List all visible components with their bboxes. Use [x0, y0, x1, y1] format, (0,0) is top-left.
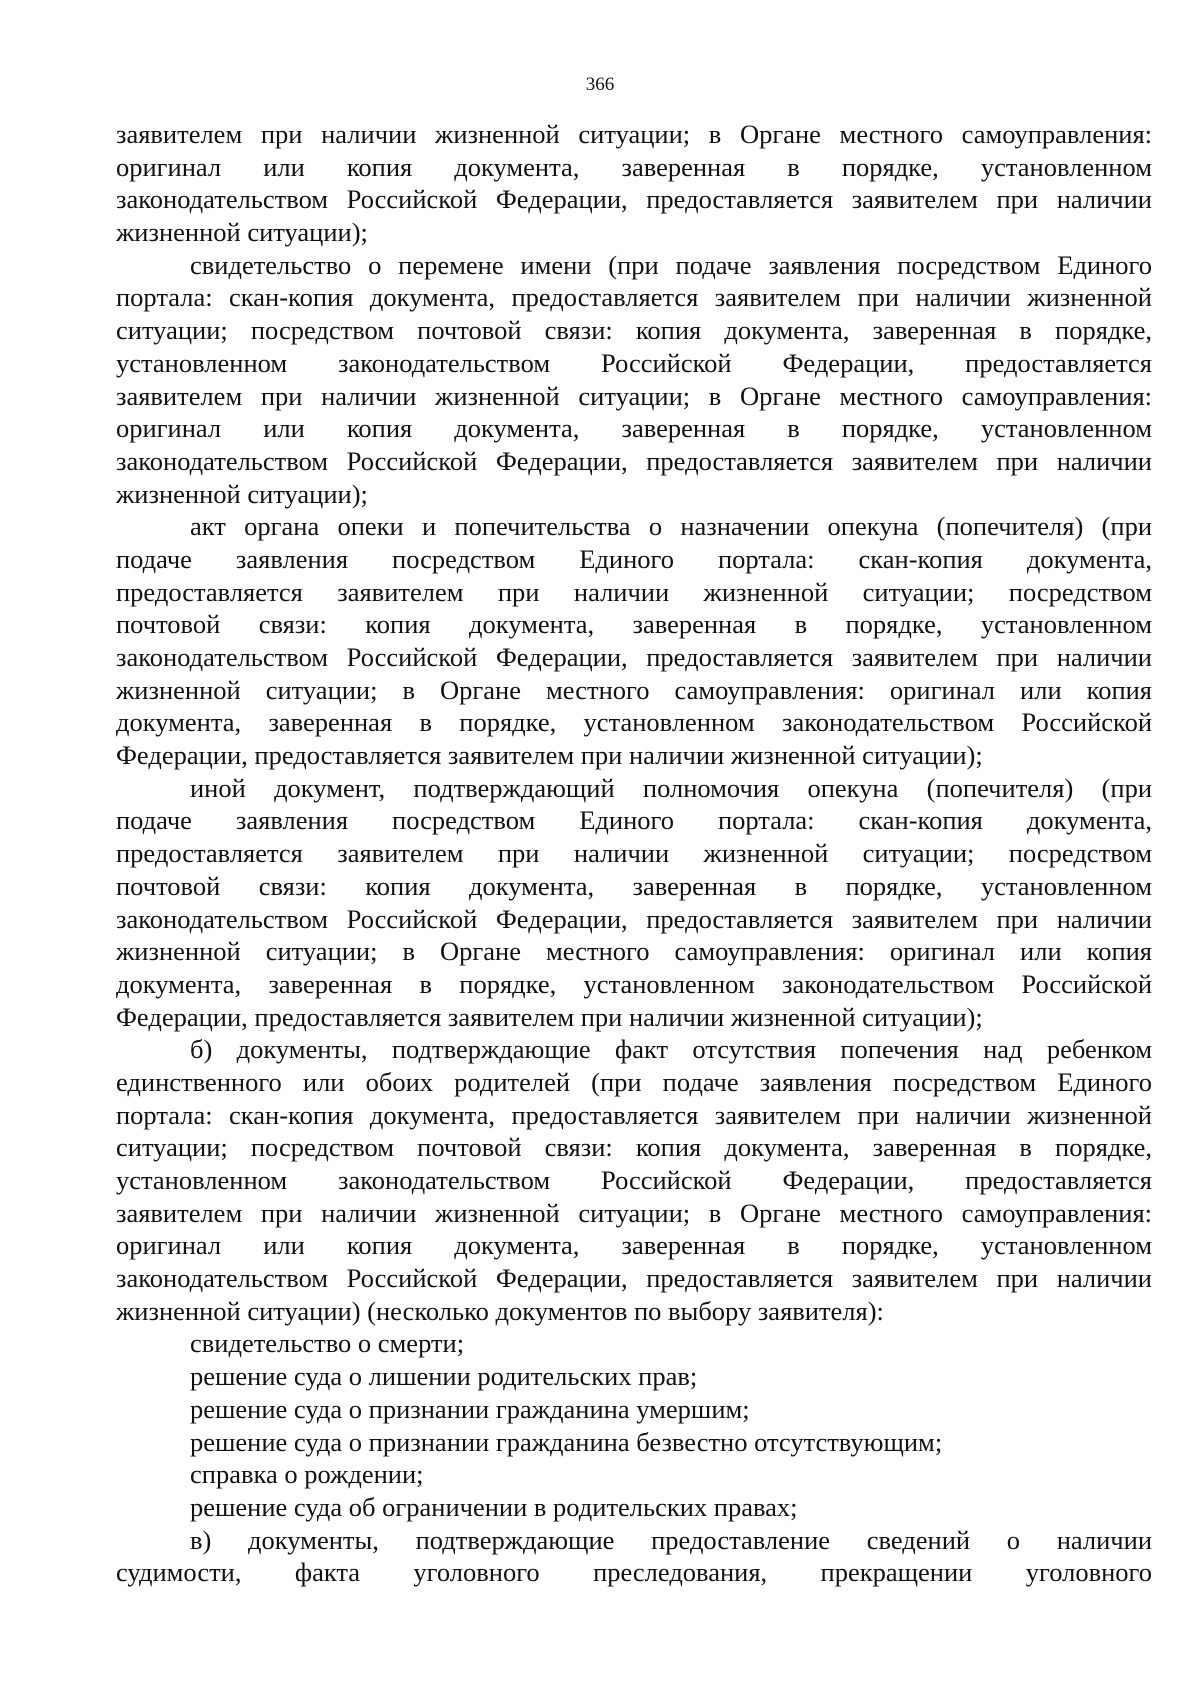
text-line: заявителем при наличии жизненной ситуации; в Органе местного самоуправления:	[116, 1197, 1152, 1228]
text-line: заявителем при наличии жизненной ситуации; в Органе местного самоуправления:	[116, 380, 1152, 411]
paragraph-start-line: решение суда о признании гражданина умершим;	[190, 1393, 750, 1424]
text-line: законодательством Российской Федерации, предоставляется заявителем при наличии	[116, 903, 1152, 934]
text-line: жизненной ситуации; в Органе местного самоуправления: оригинал или копия	[116, 936, 1152, 967]
paragraph-start-line: б) документы, подтверждающие факт отсутствия попечения над ребенком	[190, 1034, 1152, 1065]
text-line: единственного или обоих родителей (при подаче заявления посредством Единого	[116, 1066, 1152, 1097]
text-line: оригинал или копия документа, заверенная в порядке, установленном	[116, 151, 1152, 182]
text-line: Федерации, предоставляется заявителем при наличии жизненной ситуации);	[116, 1001, 983, 1032]
text-line: оригинал или копия документа, заверенная в порядке, установленном	[116, 413, 1152, 444]
paragraph-start-line: решение суда о лишении родительских прав;	[190, 1361, 698, 1392]
text-line: почтовой связи: копия документа, заверенная в порядке, установленном	[116, 609, 1152, 640]
paragraph-start-line: решение суда о признании гражданина безвестно отсутствующим;	[190, 1426, 943, 1457]
text-line: ситуации; посредством почтовой связи: копия документа, заверенная в порядке,	[116, 315, 1152, 346]
text-line: документа, заверенная в порядке, установленном законодательством Российской	[116, 707, 1152, 738]
paragraph-start-line: иной документ, подтверждающий полномочия опекуна (попечителя) (при	[190, 772, 1152, 803]
text-line: Федерации, предоставляется заявителем при наличии жизненной ситуации);	[116, 740, 983, 771]
text-line: подаче заявления посредством Единого портала: скан-копия документа,	[116, 543, 1152, 574]
paragraph-start-line: справка о рождении;	[190, 1459, 424, 1490]
text-line: законодательством Российской Федерации, предоставляется заявителем при наличии	[116, 445, 1152, 476]
paragraph-start-line: свидетельство о перемене имени (при подаче заявления посредством Единого	[190, 249, 1152, 280]
text-line: установленном законодательством Российской Федерации, предоставляется	[116, 347, 1152, 378]
paragraph-start-line: решение суда об ограничении в родительских правах;	[190, 1491, 798, 1522]
text-line: жизненной ситуации);	[116, 217, 368, 248]
text-line: установленном законодательством Российской Федерации, предоставляется	[116, 1165, 1152, 1195]
text-line: оригинал или копия документа, заверенная в порядке, установленном	[116, 1230, 1152, 1261]
text-line: ситуации; посредством почтовой связи: копия документа, заверенная в порядке,	[116, 1132, 1152, 1163]
paragraph-start-line: свидетельство о смерти;	[190, 1328, 465, 1359]
text-line: документа, заверенная в порядке, установленном законодательством Российской	[116, 968, 1152, 999]
text-line: законодательством Российской Федерации, предоставляется заявителем при наличии	[116, 1263, 1152, 1294]
page-number: 366	[585, 74, 615, 95]
text-line: портала: скан-копия документа, предоставляется заявителем при наличии жизненной	[116, 282, 1152, 313]
text-line: предоставляется заявителем при наличии жизненной ситуации; посредством	[116, 576, 1152, 607]
text-line: почтовой связи: копия документа, заверенная в порядке, установленном	[116, 870, 1152, 901]
text-line: предоставляется заявителем при наличии жизненной ситуации; посредством	[116, 838, 1152, 869]
text-line: жизненной ситуации) (несколько документов по выбору заявителя):	[116, 1295, 884, 1326]
text-line: портала: скан-копия документа, предоставляется заявителем при наличии жизненной	[116, 1099, 1152, 1130]
text-line: жизненной ситуации);	[116, 478, 368, 509]
text-line: жизненной ситуации; в Органе местного самоуправления: оригинал или копия	[116, 674, 1152, 705]
text-line: судимости, факта уголовного преследования, прекращении уголовного	[116, 1557, 1152, 1588]
text-line: подаче заявления посредством Единого портала: скан-копия документа,	[116, 805, 1152, 836]
paragraph-start-line: акт органа опеки и попечительства о назначении опекуна (попечителя) (при	[190, 511, 1152, 542]
document-body	[116, 118, 1152, 1589]
text-line: законодательством Российской Федерации, предоставляется заявителем при наличии	[116, 642, 1152, 672]
text-line: заявителем при наличии жизненной ситуации; в Органе местного самоуправления:	[116, 119, 1152, 149]
paragraph-start-line: в) документы, подтверждающие предоставление сведений о наличии	[190, 1524, 1152, 1555]
text-line: законодательством Российской Федерации, предоставляется заявителем при наличии	[116, 184, 1152, 215]
